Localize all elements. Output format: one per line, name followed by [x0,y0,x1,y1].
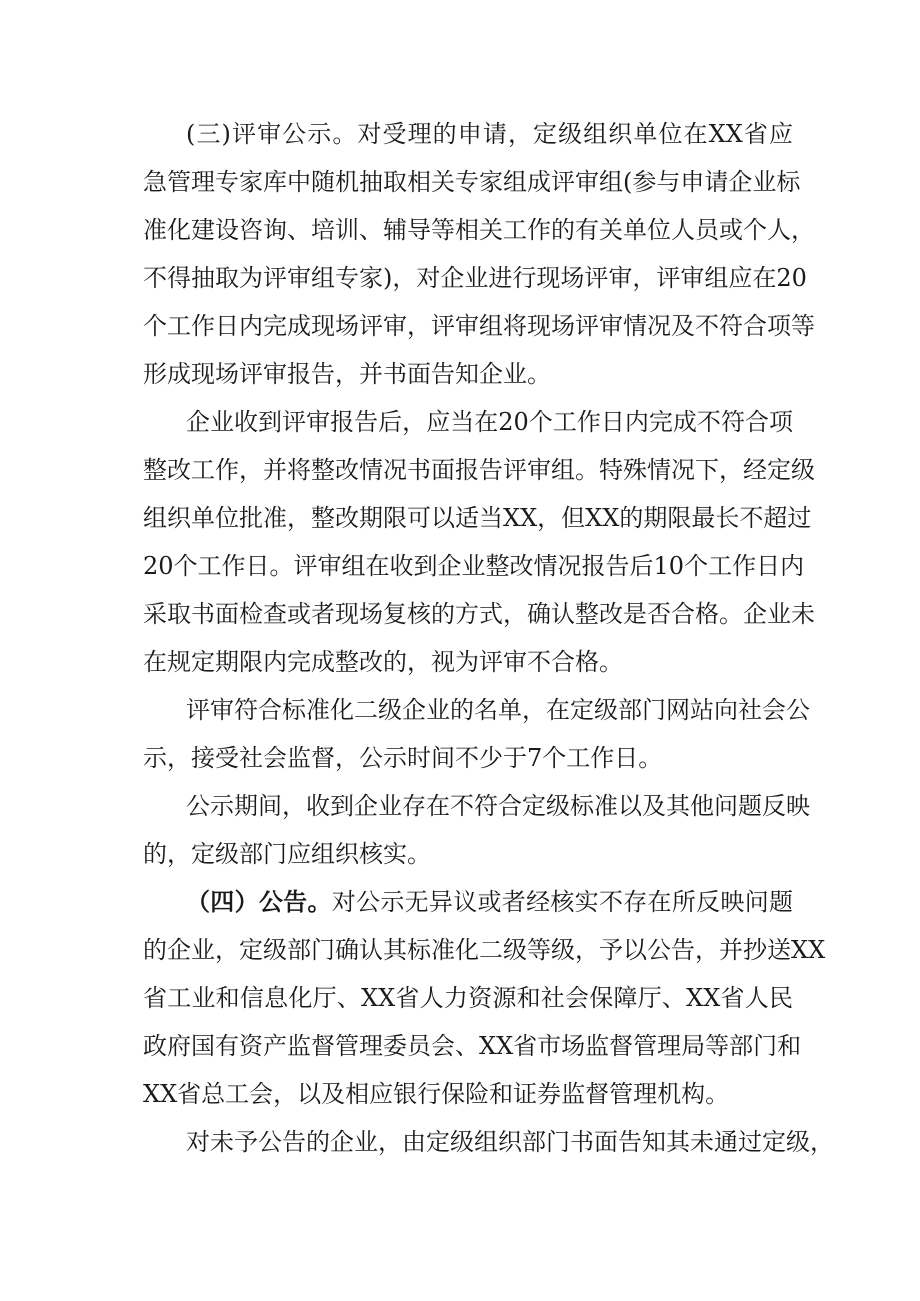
paragraph-2-line-3: 组织单位批准，整改期限可以适当XX，但XX的期限最长不超过 [143,504,812,532]
section-heading-announcement: （四）公告。 [186,887,332,916]
paragraph-3-line-1: 评审符合标准化二级企业的名单，在定级部门网站向社会公 [186,696,810,724]
paragraph-5-line-4: 政府国有资产监督管理委员会、XX省市场监督管理局等部门和 [143,1032,802,1060]
paragraph-2-line-5: 采取书面检查或者现场复核的方式，确认整改是否合格。企业未 [143,600,815,628]
paragraph-5-line-3: 省工业和信息化厅、XX省人力资源和社会保障厅、XX省人民 [143,984,793,1012]
paragraph-1-line-1: (三)评审公示。对受理的申请，定级组织单位在XX省应 [186,120,793,148]
paragraph-2-line-2: 整改工作，并将整改情况书面报告评审组。特殊情况下，经定级 [143,456,815,484]
paragraph-5-line-1-text: 对公示无异议或者经核实不存在所反映问题 [331,888,793,916]
paragraph-2-line-1: 企业收到评审报告后，应当在20个工作日内完成不符合项 [186,408,793,436]
paragraph-4-line-1: 公示期间，收到企业存在不符合定级标准以及其他问题反映 [186,792,810,820]
paragraph-5-line-2: 的企业，定级部门确认其标准化二级等级，予以公告，并抄送XX [143,936,826,964]
paragraph-2-line-6: 在规定期限内完成整改的，视为评审不合格。 [143,648,623,676]
paragraph-1-line-3: 准化建设咨询、培训、辅导等相关工作的有关单位人员或个人， [143,216,815,244]
paragraph-6-line-1: 对未予公告的企业，由定级组织部门书面告知其未通过定级， [186,1128,834,1156]
paragraph-2-line-4: 20个工作日。评审组在收到企业整改情况报告后10个工作日内 [143,552,805,580]
paragraph-1-line-2: 急管理专家库中随机抽取相关专家组成评审组(参与申请企业标 [143,168,801,196]
paragraph-1-line-6: 形成现场评审报告，并书面告知企业。 [143,360,551,388]
paragraph-5-line-5: XX省总工会，以及相应银行保险和证券监督管理机构。 [143,1080,730,1108]
paragraph-4-line-2: 的，定级部门应组织核实。 [143,840,431,868]
paragraph-1-line-5: 个工作日内完成现场评审，评审组将现场评审情况及不符合项等 [143,312,815,340]
paragraph-1-line-4: 不得抽取为评审组专家)，对企业进行现场评审，评审组应在20 [143,264,807,292]
paragraph-5-line-1 [186,880,793,924]
paragraph-3-line-2: 示，接受社会监督，公示时间不少于7个工作日。 [143,744,663,772]
